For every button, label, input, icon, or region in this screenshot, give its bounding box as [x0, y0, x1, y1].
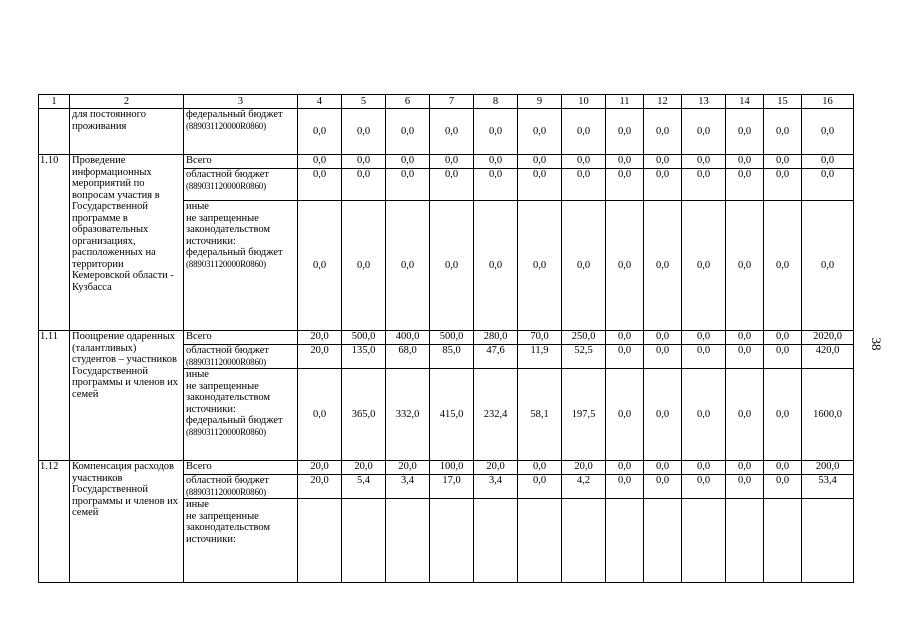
value-cell: 20,0 — [298, 345, 342, 369]
value-cell: 0,0 — [644, 201, 682, 331]
column-number-cell: 2 — [70, 95, 184, 109]
value-cell: 0,0 — [430, 155, 474, 169]
value-cell: 0,0 — [764, 369, 802, 461]
value-cell: 0,0 — [474, 155, 518, 169]
value-cell: 5,4 — [342, 475, 386, 499]
value-cell: 0,0 — [682, 369, 726, 461]
value-cell: 0,0 — [644, 109, 682, 155]
value-cell: 20,0 — [386, 461, 430, 475]
value-cell: 0,0 — [562, 109, 606, 155]
column-number-cell: 11 — [606, 95, 644, 109]
value-cell: 0,0 — [474, 201, 518, 331]
value-cell: 53,4 — [802, 475, 854, 499]
value-cell: 0,0 — [518, 201, 562, 331]
value-cell: 0,0 — [386, 169, 430, 201]
measure-name-cell: для постоянного проживания — [70, 109, 184, 155]
value-cell: 0,0 — [386, 201, 430, 331]
column-number-cell: 9 — [518, 95, 562, 109]
value-cell: 500,0 — [342, 331, 386, 345]
value-cell — [726, 499, 764, 583]
row-number-cell: 1.12 — [39, 461, 70, 583]
value-cell: 0,0 — [682, 461, 726, 475]
value-cell: 0,0 — [726, 475, 764, 499]
value-cell: 68,0 — [386, 345, 430, 369]
budget-table — [38, 94, 854, 583]
value-cell: 0,0 — [298, 155, 342, 169]
value-cell: 0,0 — [606, 169, 644, 201]
value-cell — [764, 499, 802, 583]
budget-code-text: (889031120000R0860) — [186, 356, 266, 367]
funding-source-cell — [184, 169, 298, 201]
table-row — [39, 331, 854, 345]
value-cell: 0,0 — [562, 201, 606, 331]
value-cell: 365,0 — [342, 369, 386, 461]
value-cell: 0,0 — [726, 331, 764, 345]
value-cell: 0,0 — [386, 155, 430, 169]
value-cell: 0,0 — [430, 201, 474, 331]
budget-code-text: (889031120000R0860) — [186, 258, 266, 269]
value-cell: 0,0 — [606, 369, 644, 461]
value-cell: 0,0 — [764, 155, 802, 169]
column-number-cell: 10 — [562, 95, 606, 109]
value-cell: 11,9 — [518, 345, 562, 369]
budget-code-text: (889031120000R0860) — [186, 120, 266, 131]
funding-source-cell — [184, 499, 298, 583]
value-cell: 70,0 — [518, 331, 562, 345]
value-cell: 0,0 — [518, 109, 562, 155]
value-cell: 135,0 — [342, 345, 386, 369]
funding-source-text: областной бюджет — [186, 345, 269, 356]
funding-source-text: Всего — [186, 155, 212, 166]
funding-source-cell — [184, 345, 298, 369]
value-cell: 47,6 — [474, 345, 518, 369]
value-cell: 0,0 — [726, 461, 764, 475]
value-cell: 0,0 — [802, 155, 854, 169]
value-cell — [562, 499, 606, 583]
value-cell: 20,0 — [474, 461, 518, 475]
page-number: 38 — [869, 337, 884, 351]
table-row — [39, 109, 854, 155]
value-cell: 0,0 — [764, 461, 802, 475]
value-cell: 0,0 — [644, 345, 682, 369]
column-number-cell: 1 — [39, 95, 70, 109]
value-cell: 0,0 — [644, 369, 682, 461]
value-cell: 0,0 — [606, 109, 644, 155]
value-cell: 0,0 — [606, 201, 644, 331]
value-cell: 1600,0 — [802, 369, 854, 461]
funding-source-text: Всего — [186, 331, 212, 342]
value-cell: 17,0 — [430, 475, 474, 499]
value-cell: 4,2 — [562, 475, 606, 499]
column-number-cell: 14 — [726, 95, 764, 109]
value-cell: 0,0 — [606, 345, 644, 369]
value-cell: 200,0 — [802, 461, 854, 475]
funding-source-cell — [184, 155, 298, 169]
table-row — [39, 461, 854, 475]
value-cell: 280,0 — [474, 331, 518, 345]
value-cell: 100,0 — [430, 461, 474, 475]
value-cell: 0,0 — [518, 461, 562, 475]
value-cell: 0,0 — [764, 109, 802, 155]
value-cell: 420,0 — [802, 345, 854, 369]
value-cell — [386, 499, 430, 583]
value-cell: 232,4 — [474, 369, 518, 461]
value-cell: 0,0 — [764, 331, 802, 345]
measure-name-cell: Поощрение одаренных (талантливых) студентов – участников Государственной программы и членов их семей — [70, 331, 184, 461]
value-cell: 500,0 — [430, 331, 474, 345]
row-number-cell: 1.10 — [39, 155, 70, 331]
value-cell: 0,0 — [606, 461, 644, 475]
column-number-cell: 3 — [184, 95, 298, 109]
budget-code-text: (889031120000R0860) — [186, 426, 266, 437]
column-number-cell: 8 — [474, 95, 518, 109]
value-cell: 0,0 — [430, 109, 474, 155]
value-cell: 0,0 — [802, 109, 854, 155]
value-cell: 0,0 — [802, 169, 854, 201]
value-cell: 400,0 — [386, 331, 430, 345]
value-cell: 85,0 — [430, 345, 474, 369]
value-cell: 0,0 — [562, 155, 606, 169]
value-cell — [518, 499, 562, 583]
value-cell: 0,0 — [682, 109, 726, 155]
budget-code-text: (889031120000R0860) — [186, 180, 266, 191]
value-cell: 0,0 — [764, 169, 802, 201]
column-number-cell: 6 — [386, 95, 430, 109]
value-cell: 0,0 — [518, 475, 562, 499]
value-cell: 250,0 — [562, 331, 606, 345]
value-cell: 0,0 — [682, 475, 726, 499]
value-cell: 0,0 — [474, 109, 518, 155]
value-cell: 0,0 — [682, 169, 726, 201]
measure-name-cell: Компенсация расходов участников Государственной программы и членов их семей — [70, 461, 184, 583]
value-cell: 2020,0 — [802, 331, 854, 345]
value-cell: 0,0 — [726, 201, 764, 331]
value-cell: 415,0 — [430, 369, 474, 461]
value-cell: 0,0 — [682, 155, 726, 169]
column-number-cell: 12 — [644, 95, 682, 109]
value-cell — [644, 499, 682, 583]
value-cell: 0,0 — [644, 169, 682, 201]
funding-source-cell — [184, 461, 298, 475]
column-number-cell: 7 — [430, 95, 474, 109]
value-cell — [474, 499, 518, 583]
value-cell: 20,0 — [298, 461, 342, 475]
column-number-cell: 5 — [342, 95, 386, 109]
value-cell: 0,0 — [644, 155, 682, 169]
value-cell: 0,0 — [682, 345, 726, 369]
value-cell: 0,0 — [682, 201, 726, 331]
value-cell: 0,0 — [342, 169, 386, 201]
funding-source-cell — [184, 201, 298, 331]
value-cell — [342, 499, 386, 583]
column-number-row — [39, 95, 854, 109]
value-cell: 0,0 — [726, 155, 764, 169]
funding-source-cell — [184, 109, 298, 155]
value-cell: 0,0 — [298, 169, 342, 201]
value-cell: 0,0 — [474, 169, 518, 201]
value-cell: 58,1 — [518, 369, 562, 461]
value-cell — [802, 499, 854, 583]
value-cell: 0,0 — [518, 169, 562, 201]
funding-source-cell — [184, 331, 298, 345]
value-cell — [682, 499, 726, 583]
value-cell: 0,0 — [726, 109, 764, 155]
value-cell: 0,0 — [644, 475, 682, 499]
value-cell: 0,0 — [342, 201, 386, 331]
column-number-cell: 16 — [802, 95, 854, 109]
value-cell: 0,0 — [298, 369, 342, 461]
value-cell: 0,0 — [298, 201, 342, 331]
value-cell: 0,0 — [606, 331, 644, 345]
value-cell: 332,0 — [386, 369, 430, 461]
value-cell: 0,0 — [644, 331, 682, 345]
value-cell: 20,0 — [342, 461, 386, 475]
table-row — [39, 155, 854, 169]
value-cell: 0,0 — [518, 155, 562, 169]
value-cell: 0,0 — [606, 155, 644, 169]
measure-name-cell: Проведение информационных мероприятий по вопросам участия в Государственной программе в образовательных организациях, расположенных на территории Кемеровской области - Кузбасса — [70, 155, 184, 331]
row-number-cell: 1.11 — [39, 331, 70, 461]
funding-source-text: иные не запрещенные законодательством источники: федеральный бюджет — [186, 201, 283, 258]
value-cell: 0,0 — [644, 461, 682, 475]
value-cell: 0,0 — [764, 345, 802, 369]
value-cell: 52,5 — [562, 345, 606, 369]
value-cell: 0,0 — [342, 155, 386, 169]
value-cell: 3,4 — [386, 475, 430, 499]
value-cell: 0,0 — [562, 169, 606, 201]
funding-source-text: иные не запрещенные законодательством источники: федеральный бюджет — [186, 369, 283, 426]
value-cell: 20,0 — [298, 475, 342, 499]
funding-source-cell — [184, 369, 298, 461]
funding-source-text: федеральный бюджет — [186, 109, 283, 120]
value-cell: 0,0 — [430, 169, 474, 201]
value-cell: 0,0 — [682, 331, 726, 345]
funding-source-text: областной бюджет — [186, 169, 269, 180]
value-cell: 0,0 — [764, 201, 802, 331]
value-cell: 0,0 — [386, 109, 430, 155]
row-number-cell — [39, 109, 70, 155]
value-cell — [606, 499, 644, 583]
value-cell: 0,0 — [726, 369, 764, 461]
value-cell — [298, 499, 342, 583]
value-cell: 3,4 — [474, 475, 518, 499]
value-cell: 0,0 — [342, 109, 386, 155]
value-cell — [430, 499, 474, 583]
funding-source-cell — [184, 475, 298, 499]
value-cell: 0,0 — [726, 169, 764, 201]
column-number-cell: 15 — [764, 95, 802, 109]
value-cell: 0,0 — [298, 109, 342, 155]
value-cell: 0,0 — [606, 475, 644, 499]
value-cell: 20,0 — [298, 331, 342, 345]
value-cell: 20,0 — [562, 461, 606, 475]
column-number-cell: 13 — [682, 95, 726, 109]
funding-source-text: иные не запрещенные законодательством источники: — [186, 499, 271, 545]
value-cell: 0,0 — [764, 475, 802, 499]
budget-code-text: (889031120000R0860) — [186, 486, 266, 497]
column-number-cell: 4 — [298, 95, 342, 109]
value-cell: 197,5 — [562, 369, 606, 461]
funding-source-text: Всего — [186, 461, 212, 472]
value-cell: 0,0 — [726, 345, 764, 369]
value-cell: 0,0 — [802, 201, 854, 331]
funding-source-text: областной бюджет — [186, 475, 269, 486]
